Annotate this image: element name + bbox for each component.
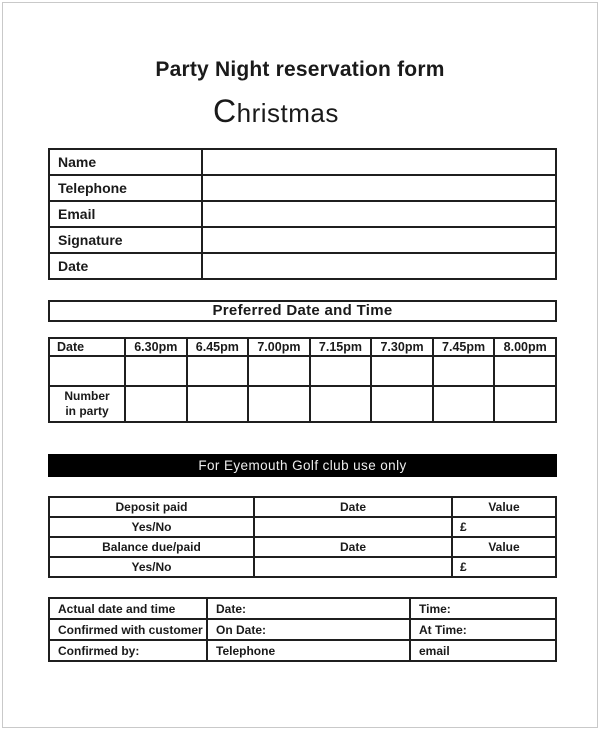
table-row (49, 598, 556, 619)
date-column-header: Date (49, 338, 125, 356)
table-row (49, 201, 556, 227)
table-row (49, 227, 556, 253)
balance-date-header: Date (254, 537, 452, 557)
actual-time-cell[interactable]: Time: (410, 598, 556, 619)
time-choice-cell[interactable] (187, 356, 249, 386)
contact-value-email[interactable] (202, 201, 556, 227)
payment-table (48, 496, 557, 578)
balance-amount-cell[interactable]: £ (452, 557, 556, 577)
preferred-date-time-header: Preferred Date and Time (48, 300, 557, 322)
party-size-cell[interactable] (187, 386, 249, 422)
time-slot-header: 8.00pm (494, 338, 556, 356)
party-size-cell[interactable] (310, 386, 372, 422)
time-choice-cell[interactable] (433, 356, 495, 386)
confirmed-telephone-cell[interactable]: Telephone (207, 640, 410, 661)
contact-value-name[interactable] (202, 149, 556, 175)
contact-label-email: Email (49, 201, 202, 227)
table-row (49, 175, 556, 201)
form-title: Party Night reservation form (155, 58, 445, 81)
contact-label-date: Date (49, 253, 202, 279)
form-subtitle (213, 93, 339, 129)
subtitle-rest: hristmas (236, 98, 339, 128)
number-label-line2: in party (65, 404, 109, 418)
time-choice-cell[interactable] (248, 356, 310, 386)
time-slot-header: 7.15pm (310, 338, 372, 356)
contact-value-telephone[interactable] (202, 175, 556, 201)
deposit-yes-no-cell[interactable]: Yes/No (49, 517, 254, 537)
actual-date-time-label: Actual date and time (49, 598, 207, 619)
time-slot-header: 6.45pm (187, 338, 249, 356)
table-row (49, 149, 556, 175)
deposit-date-cell[interactable] (254, 517, 452, 537)
table-row (49, 386, 556, 422)
number-label-line1: Number (64, 389, 110, 403)
time-slot-header: 7.45pm (433, 338, 495, 356)
table-row (49, 497, 556, 517)
deposit-value-header: Value (452, 497, 556, 517)
time-choice-cell[interactable] (371, 356, 433, 386)
contact-table (48, 148, 557, 280)
contact-label-name: Name (49, 149, 202, 175)
deposit-paid-label: Deposit paid (49, 497, 254, 517)
confirmed-email-cell[interactable]: email (410, 640, 556, 661)
table-row (49, 517, 556, 537)
confirmed-by-label: Confirmed by: (49, 640, 207, 661)
balance-value-header: Value (452, 537, 556, 557)
table-row (49, 253, 556, 279)
number-in-party-label (49, 386, 125, 422)
time-choice-cell[interactable] (125, 356, 187, 386)
party-size-cell[interactable] (371, 386, 433, 422)
balance-due-label: Balance due/paid (49, 537, 254, 557)
balance-date-cell[interactable] (254, 557, 452, 577)
deposit-amount-cell[interactable]: £ (452, 517, 556, 537)
time-slot-header: 7.00pm (248, 338, 310, 356)
time-slots-table (48, 337, 557, 423)
time-slot-header: 6.30pm (125, 338, 187, 356)
party-size-cell[interactable] (494, 386, 556, 422)
party-size-cell[interactable] (433, 386, 495, 422)
deposit-date-header: Date (254, 497, 452, 517)
balance-yes-no-cell[interactable]: Yes/No (49, 557, 254, 577)
office-use-banner: For Eyemouth Golf club use only (48, 454, 557, 477)
table-row (49, 356, 556, 386)
time-choice-cell[interactable] (494, 356, 556, 386)
table-row (49, 338, 556, 356)
contact-label-telephone: Telephone (49, 175, 202, 201)
table-row (49, 619, 556, 640)
contact-value-date[interactable] (202, 253, 556, 279)
table-row (49, 557, 556, 577)
contact-value-signature[interactable] (202, 227, 556, 253)
time-slot-header: 7.30pm (371, 338, 433, 356)
date-entry-cell[interactable] (49, 356, 125, 386)
confirmation-table (48, 597, 557, 662)
confirmed-on-date-cell[interactable]: On Date: (207, 619, 410, 640)
contact-label-signature: Signature (49, 227, 202, 253)
time-choice-cell[interactable] (310, 356, 372, 386)
subtitle-initial: C (213, 93, 237, 129)
confirmed-at-time-cell[interactable]: At Time: (410, 619, 556, 640)
table-row (49, 537, 556, 557)
confirmed-with-customer-label: Confirmed with customer (49, 619, 207, 640)
party-size-cell[interactable] (248, 386, 310, 422)
table-row (49, 640, 556, 661)
party-size-cell[interactable] (125, 386, 187, 422)
actual-date-cell[interactable]: Date: (207, 598, 410, 619)
